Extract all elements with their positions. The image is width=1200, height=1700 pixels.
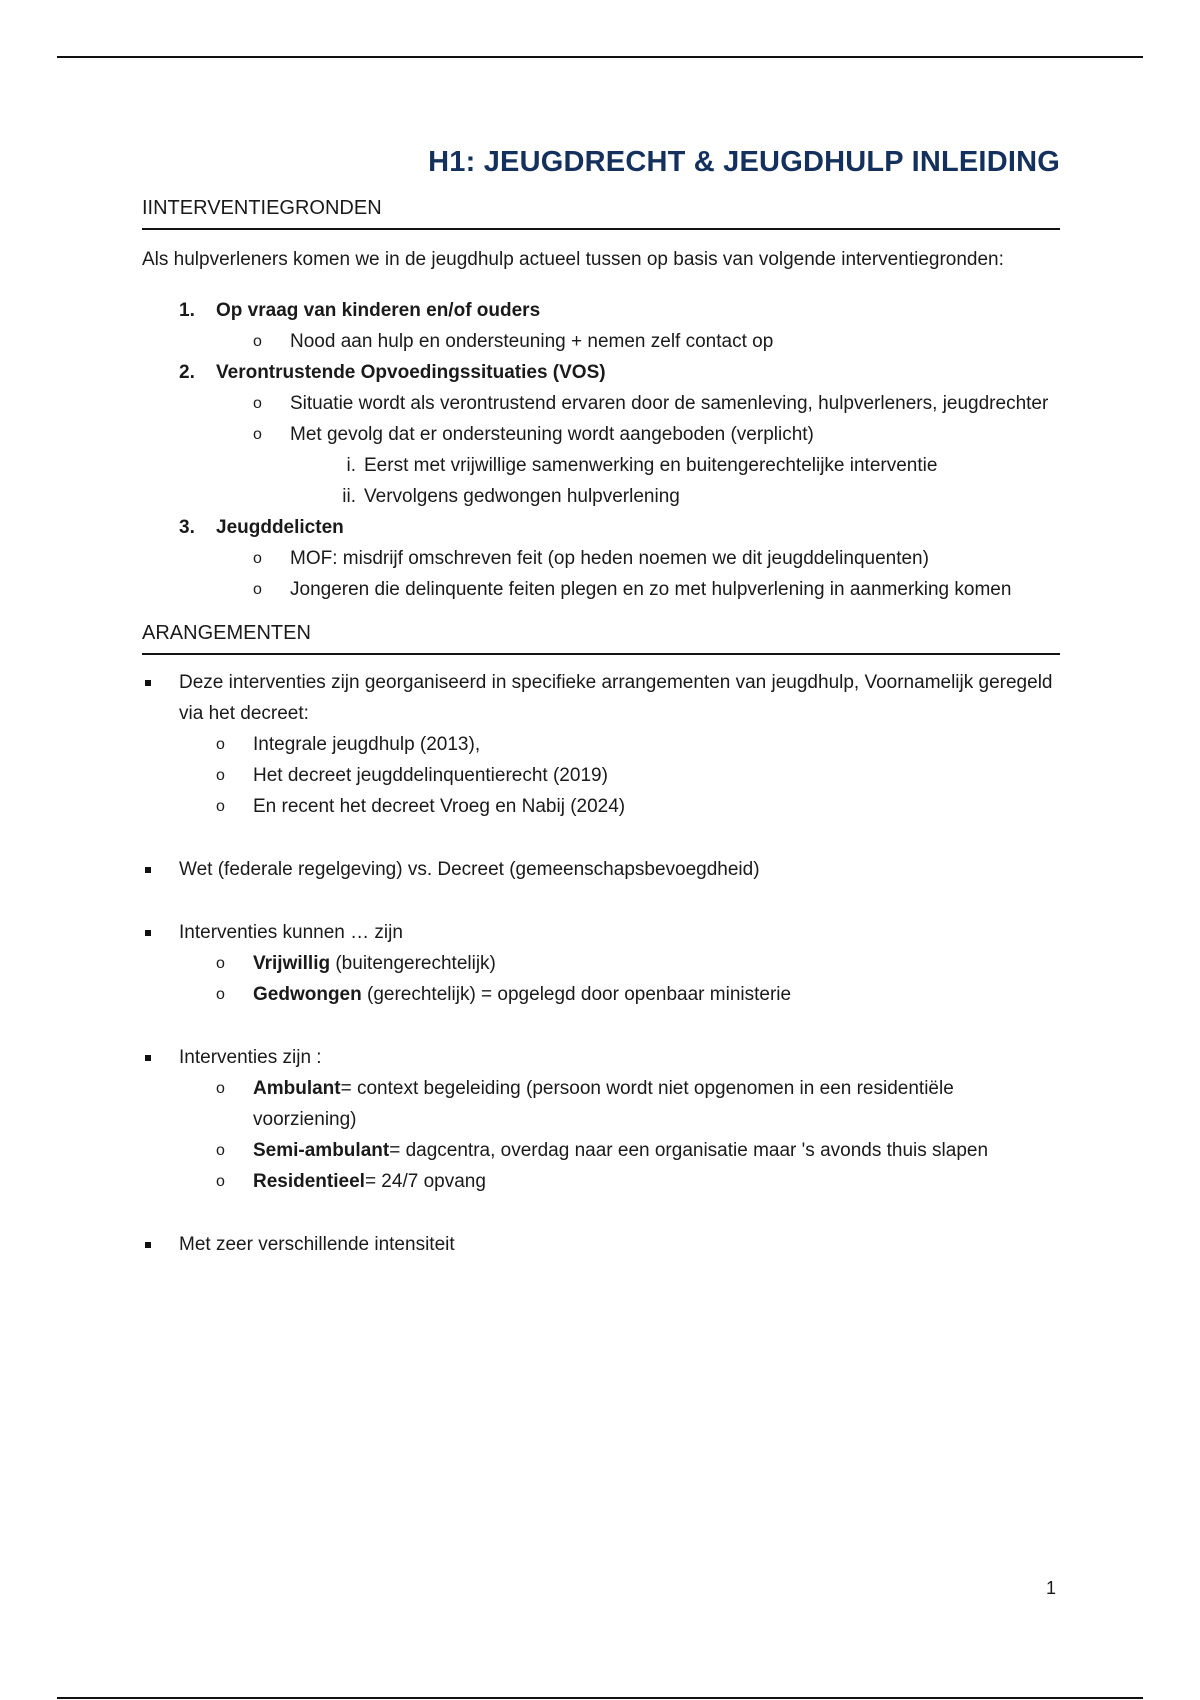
sub-item: [216, 419, 1060, 512]
intro-paragraph: Als hulpverleners komen we in de jeugdhulp actueel tussen op basis van volgende interventiegronden:: [142, 249, 1004, 270]
bullet-text: Wet (federale regelgeving) vs. Decreet (gemeenschapsbevoegdheid): [179, 859, 760, 880]
list-item-label: Jeugddelicten: [216, 517, 344, 538]
term-description: = 24/7 opvang: [364, 1171, 486, 1192]
term-description: = dagcentra, overdag naar een organisatie maar 's avonds thuis slapen: [389, 1140, 989, 1161]
term-description: (gerechtelijk) = opgelegd door openbaar ministerie: [361, 984, 792, 1005]
sub-item: [216, 948, 1060, 979]
sub-item: o Het decreet jeugddelinquentierecht (2019): [216, 760, 1060, 791]
bullet-item: [142, 917, 1060, 1010]
bullet-text: Met zeer verschillende intensiteit: [179, 1234, 455, 1255]
sub-item: o En recent het decreet Vroeg en Nabij (2024): [216, 791, 1060, 822]
page-bottom-rule: [57, 1697, 1143, 1699]
bullet-list: [142, 667, 1060, 1260]
sub-item: [216, 1135, 1060, 1166]
roman-item-text: Eerst met vrijwillige samenwerking en buitengerechtelijke interventie: [364, 455, 938, 476]
roman-item-text: Vervolgens gedwongen hulpverlening: [364, 486, 680, 507]
document-body: [142, 140, 1060, 1292]
sub-item: [216, 1166, 1060, 1197]
list-item: [142, 295, 1060, 357]
bullet-item: [142, 1229, 1060, 1260]
page-number: 1: [1045, 1578, 1056, 1598]
term-bold: Semi-ambulant: [253, 1140, 390, 1161]
list-item-label: Verontrustende Opvoedingssituaties (VOS): [216, 362, 606, 383]
section-heading-arangementen: ARANGEMENTEN: [142, 619, 1060, 655]
section-heading-interventiegronden: IINTERVENTIEGRONDEN: [142, 194, 1060, 230]
list-item: [142, 357, 1060, 512]
roman-item: [290, 481, 1060, 512]
list-number: 3.: [179, 517, 195, 538]
bullet-item: [142, 1042, 1060, 1197]
term-description: = context begeleiding (persoon wordt niet opgenomen in een residentiële voorziening): [253, 1078, 954, 1130]
sub-item: [216, 979, 1060, 1010]
sub-item-text: Met gevolg dat er ondersteuning wordt aangeboden (verplicht): [290, 424, 814, 445]
page-top-rule: [57, 56, 1143, 58]
bullet-text: Deze interventies zijn georganiseerd in specifieke arrangementen van jeugdhulp, Voornamelijk geregeld via het decreet:: [179, 672, 1053, 724]
numbered-list: [142, 295, 1060, 605]
term-bold: Residentieel: [253, 1171, 365, 1192]
bullet-item: [142, 854, 1060, 885]
term-bold: Ambulant: [253, 1078, 341, 1099]
list-number: 1.: [179, 300, 195, 321]
sub-item: o Integrale jeugdhulp (2013),: [216, 729, 1060, 760]
list-number: 2.: [179, 362, 195, 383]
sub-item: [216, 1073, 1060, 1135]
sub-item: o Situatie wordt als verontrustend ervaren door de samenleving, hulpverleners, jeugdrechter: [216, 388, 1060, 419]
bullet-text: Interventies kunnen … zijn: [179, 922, 403, 943]
term-description: (buitengerechtelijk): [330, 953, 496, 974]
roman-number: i.: [346, 455, 356, 476]
term-bold: Vrijwillig: [253, 953, 331, 974]
page-title: H1: JEUGDRECHT & JEUGDHULP INLEIDING: [428, 146, 1060, 178]
bullet-text: Interventies zijn :: [179, 1047, 322, 1068]
sub-item: o MOF: misdrijf omschreven feit (op heden noemen we dit jeugddelinquenten): [216, 543, 1060, 574]
sub-item: o Nood aan hulp en ondersteuning + nemen zelf contact op: [216, 326, 1060, 357]
sub-item: o Jongeren die delinquente feiten plegen en zo met hulpverlening in aanmerking komen: [216, 574, 1060, 605]
term-bold: Gedwongen: [253, 984, 362, 1005]
bullet-item: [142, 667, 1060, 822]
roman-item: [290, 450, 1060, 481]
list-item: [142, 512, 1060, 605]
list-item-label: Op vraag van kinderen en/of ouders: [216, 300, 541, 321]
roman-number: ii.: [342, 486, 356, 507]
